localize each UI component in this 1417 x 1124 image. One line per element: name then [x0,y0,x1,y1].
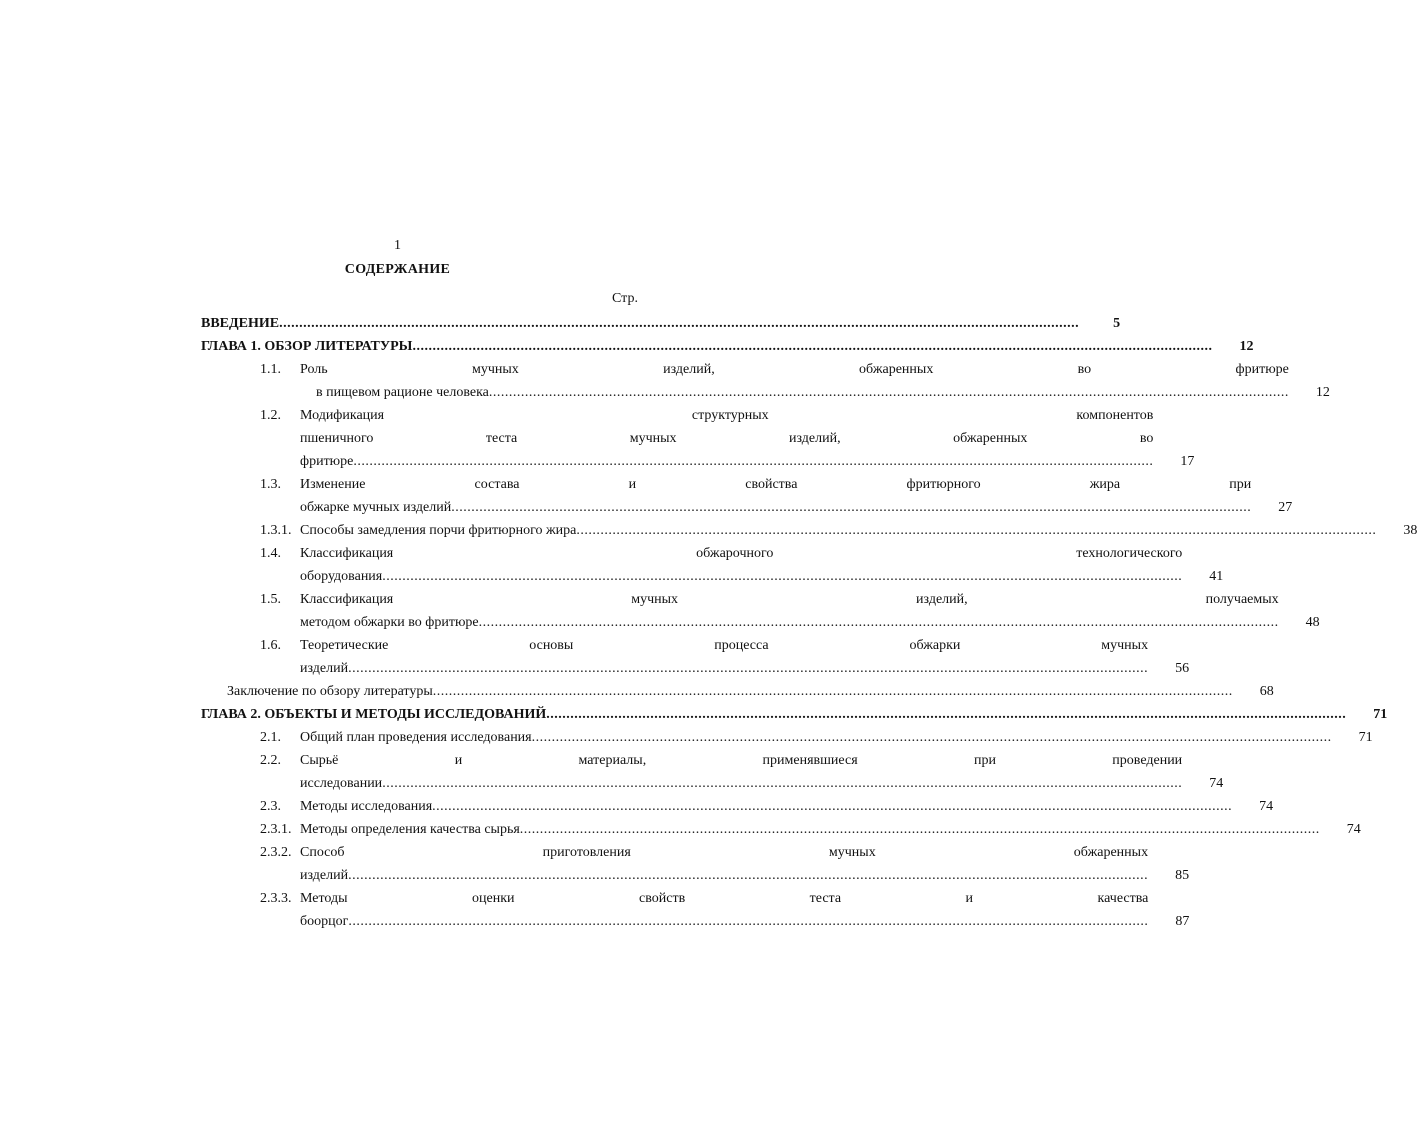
toc-entry [201,634,1190,680]
toc-entry-title [300,887,1148,933]
page-title: СОДЕРЖАНИЕ [344,262,451,277]
toc-entry [201,358,1330,404]
toc-entry-line: оборудования ..... [300,565,1182,588]
toc-entry-line: Способ приготовления мучных обжаренных [300,845,1149,860]
toc-entry-page: 74 [1209,776,1224,791]
toc-entry-title [201,680,1233,703]
toc-entry-line: фритюре ..... [300,450,1153,473]
dot-leader [382,565,1182,588]
toc-entry-line: Общий план проведения исследования ..... [300,726,1332,749]
toc-entry-number: 2.3.3. [260,891,292,906]
dot-leader [348,910,1148,933]
toc-entry [201,519,1417,542]
toc-entry-page: 68 [1259,684,1274,699]
toc-entry-line: Теоретические основы процесса обжарки мучных [300,638,1149,653]
toc-entry-number: 2.1. [260,730,281,745]
dot-leader [489,381,1289,404]
toc-entry [201,680,1274,703]
toc-entry [201,588,1320,634]
dot-leader [412,335,1212,358]
toc-entry-number: 1.2. [260,408,281,423]
toc-entry-page: 5 [1113,316,1121,331]
toc-entry-title [300,519,1376,542]
toc-entry-title [201,335,1212,358]
toc-entry-title [300,404,1153,473]
toc-entry [201,726,1373,749]
toc-entry-line: Заключение по обзору литературы ..... [227,680,1233,703]
toc-entry-line: ГЛАВА 2. ОБЪЕКТЫ И МЕТОДЫ ИССЛЕДОВАНИЙ ..... [201,703,1346,726]
toc-entry-page: 12 [1315,385,1330,400]
page-column-header: Стр. [612,291,638,306]
toc-entry-page: 48 [1305,615,1320,630]
toc-entry [201,473,1293,519]
toc-entry-line: Способы замедления порчи фритюрного жира ..... [300,519,1376,542]
toc-entry-page: 87 [1175,914,1190,929]
dot-leader [432,795,1232,818]
dot-leader [546,703,1346,726]
toc-entry-line: ГЛАВА 1. ОБЗОР ЛИТЕРАТУРЫ ..... [201,335,1212,358]
dot-leader [479,611,1279,634]
toc-entry-title [300,634,1148,680]
toc-entry-line: обжарке мучных изделий ..... [300,496,1251,519]
toc-entry-page: 12 [1239,339,1254,354]
toc-entry-line: Классификация обжарочного технологического [300,546,1183,561]
toc-entry-title [300,749,1182,795]
toc-entry-page: 27 [1278,500,1293,515]
toc-entry [201,542,1224,588]
toc-entry-page: 74 [1346,822,1361,837]
toc-entry-title [300,795,1232,818]
toc-entry-line: боорцог ..... [300,910,1148,933]
toc-entry-line: Модификация структурных компонентов [300,408,1154,423]
dot-leader [348,864,1148,887]
toc-entry-number: 1.4. [260,546,281,561]
dot-leader [532,726,1332,749]
toc-entry-line: пшеничного теста мучных изделий, обжаренных во [300,431,1154,446]
toc-entry-line: Методы определения качества сырья ..... [300,818,1320,841]
toc-entry [201,312,1121,335]
toc-entry [201,841,1190,887]
dot-leader [348,657,1148,680]
toc-entry-title [300,542,1182,588]
page-number: 1 [394,238,401,253]
toc-entry-line: методом обжарки во фритюре ..... [300,611,1279,634]
toc-entry [201,703,1388,726]
dot-leader [353,450,1153,473]
toc-entry [201,749,1224,795]
dot-leader [433,680,1233,703]
toc-entry-number: 1.1. [260,362,281,377]
toc-entry-line: ВВЕДЕНИЕ ..... [201,312,1079,335]
toc-entry-number: 2.2. [260,753,281,768]
toc-entry-page: 74 [1259,799,1274,814]
toc-entry-title [300,358,1289,404]
dot-leader [576,519,1376,542]
dot-leader [451,496,1251,519]
toc-entry [201,795,1274,818]
toc-entry-number: 1.3.1. [260,523,292,538]
toc-entry-number: 1.6. [260,638,281,653]
toc-entry-page: 56 [1175,661,1190,676]
toc-entry-line: Изменение состава и свойства фритюрного жира при [300,477,1252,492]
toc-entry-line: Роль мучных изделий, обжаренных во фритюре [300,362,1289,377]
toc-entry-title [300,841,1148,887]
toc-entry-number: 2.3.1. [260,822,292,837]
dot-leader [382,772,1182,795]
toc-entry-number: 1.5. [260,592,281,607]
toc-entry-number: 2.3. [260,799,281,814]
toc-entry-page: 85 [1175,868,1190,883]
toc-entry-line: исследовании ..... [300,772,1182,795]
toc-entry-line: Методы исследования ..... [300,795,1232,818]
toc-entry-title [300,473,1251,519]
toc-entry [201,404,1195,473]
toc-entry-title [300,726,1332,749]
toc-entry-title [300,818,1320,841]
dot-leader [279,312,1079,335]
toc-entry-title [201,703,1346,726]
toc-entry-title [300,588,1279,634]
toc-entry-page: 71 [1373,707,1388,722]
table-of-contents [201,312,1417,933]
toc-entry-line: в пищевом рационе человека ..... [300,381,1289,404]
toc-entry-number: 2.3.2. [260,845,292,860]
toc-entry [201,818,1361,841]
dot-leader [520,818,1320,841]
toc-entry-page: 17 [1180,454,1195,469]
toc-entry-page: 38 [1403,523,1417,538]
toc-entry-page: 41 [1209,569,1224,584]
toc-entry [201,335,1254,358]
toc-entry-page: 71 [1358,730,1373,745]
toc-entry-line: изделий ..... [300,864,1148,887]
toc-entry-title [201,312,1079,335]
toc-entry-line: изделий ..... [300,657,1148,680]
toc-entry-line: Сырьё и материалы, применявшиеся при проведении [300,753,1183,768]
toc-entry-number: 1.3. [260,477,281,492]
toc-entry [201,887,1190,933]
toc-entry-line: Методы оценки свойств теста и качества [300,891,1149,906]
toc-entry-line: Классификация мучных изделий, получаемых [300,592,1279,607]
